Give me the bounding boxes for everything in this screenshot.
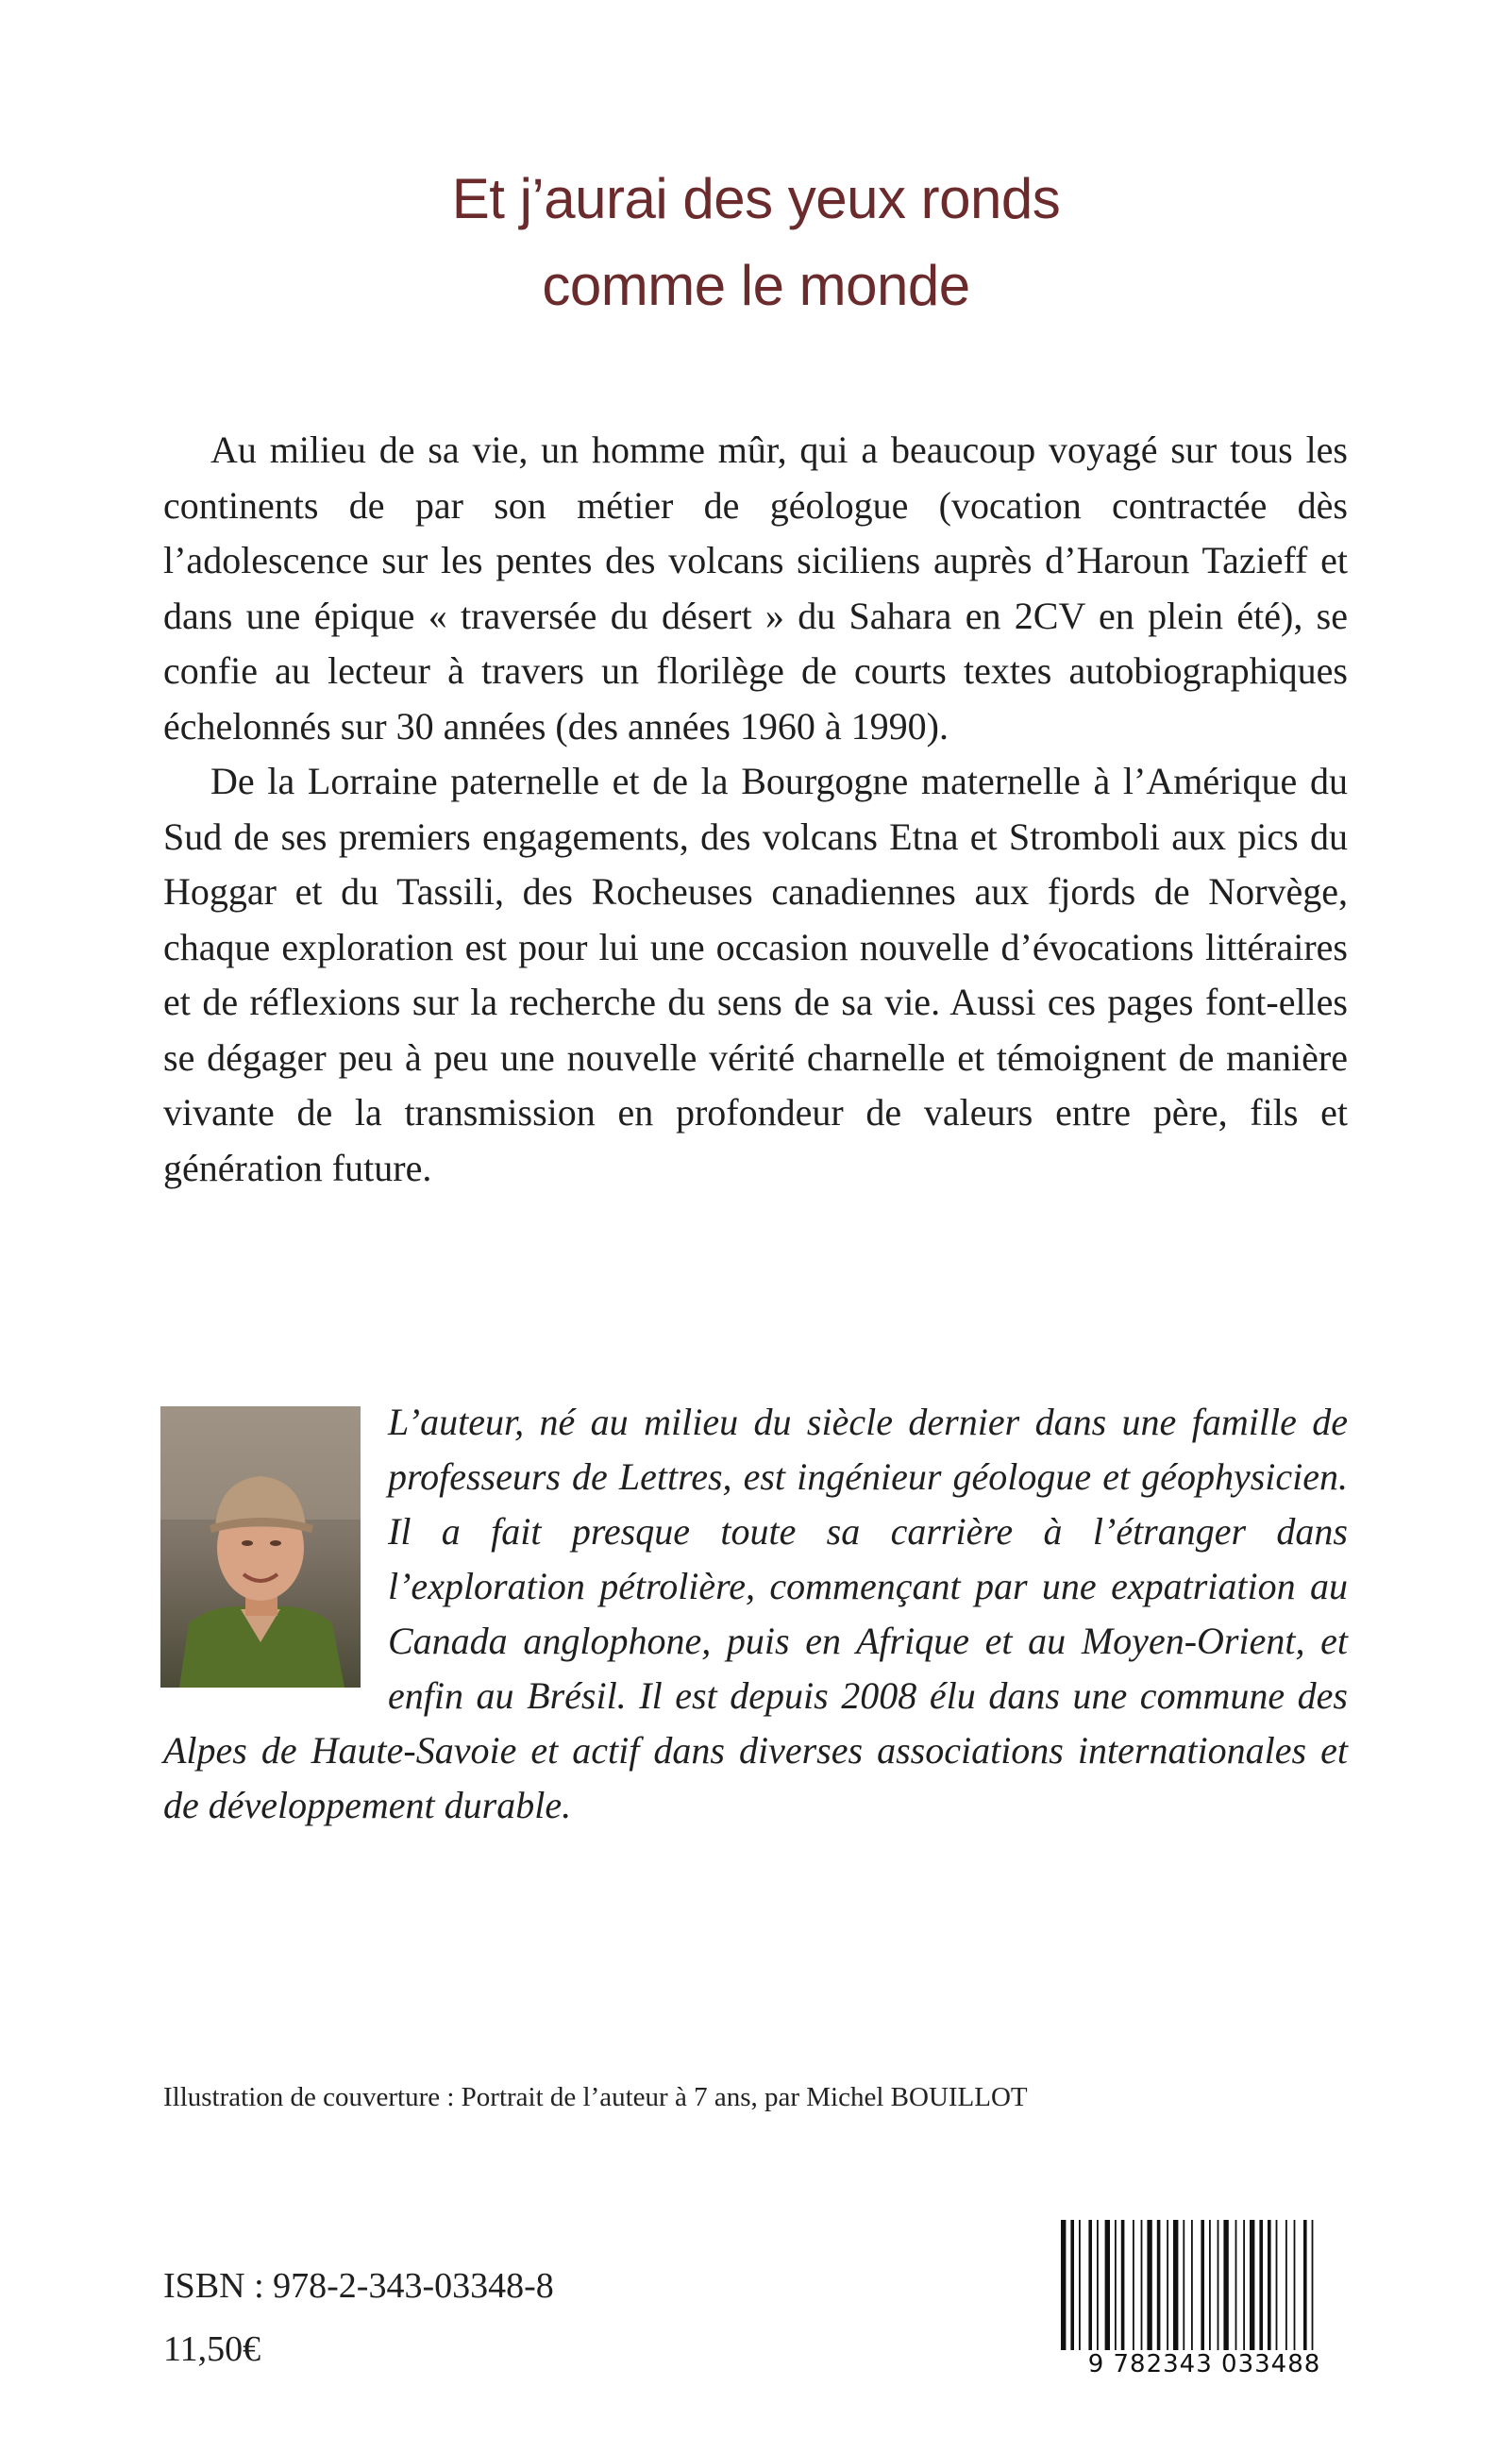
cover-illustration-credit: Illustration de couverture : Portrait de l’auteur à 7 ans, par Michel BOUILLOT [163,2082,1028,2112]
book-title-line-2: comme le monde [542,254,970,317]
isbn-number: ISBN : 978-2-343-03348-8 [163,2266,554,2306]
book-title-line-1: Et j’aurai des yeux ronds [451,167,1061,230]
photo-spacer [163,1395,388,1723]
summary-paragraph-2: De la Lorraine paternelle et de la Bourgogne maternelle à l’Amérique du Sud de ses premiers engagements, des volcans Etna et Stromboli aux pics du Hoggar et du Tassili, des Rocheuses canadiennes aux fjords de Norvège, chaque exploration est pour lui une occasion nouvelle d’évocations littéraires et de réflexions sur la recherche du sens de sa vie. Aussi ces pages font-elles se dégager peu à peu une nouvelle vérité charnelle et témoignent de manière vivante de la transmission en profondeur de valeurs entre père, fils et génération future. [163,760,1348,1189]
book-title [0,156,1512,329]
isbn-barcode [1057,2218,1352,2378]
book-price: 11,50€ [163,2329,261,2369]
author-biography [163,1395,1348,1833]
summary-paragraph-1: Au milieu de sa vie, un homme mûr, qui a beaucoup voyagé sur tous les continents de par son métier de géologue (vocation contractée dès l’adolescence sur les pentes des volcans siciliens auprès d’Haroun Tazieff et dans une épique « traversée du désert » du Sahara en 2CV en plein été), se confie au lecteur à travers un florilège de courts textes autobiographiques échelonnés sur 30 années (des années 1960 à 1990). [163,428,1348,748]
book-summary [163,423,1348,1196]
author-biography-text: L’auteur, né au milieu du siècle dernier dans une famille de professeurs de Lettres, est ingénieur géologue et géophysicien. Il a fait presque toute sa carrière à l’étranger dans l’exploration pétrolière, commençant par une expatriation au Canada anglophone, puis en Afrique et au Moyen-Orient, et enfin au Brésil. Il est depuis 2008 élu dans une commune des Alpes de Haute-Savoie et actif dans diverses associations internationales et de développement durable. [163,1401,1348,1826]
barcode-digits: 9 782343 033488 [1057,2350,1352,2378]
barcode-bars [1057,2218,1352,2355]
